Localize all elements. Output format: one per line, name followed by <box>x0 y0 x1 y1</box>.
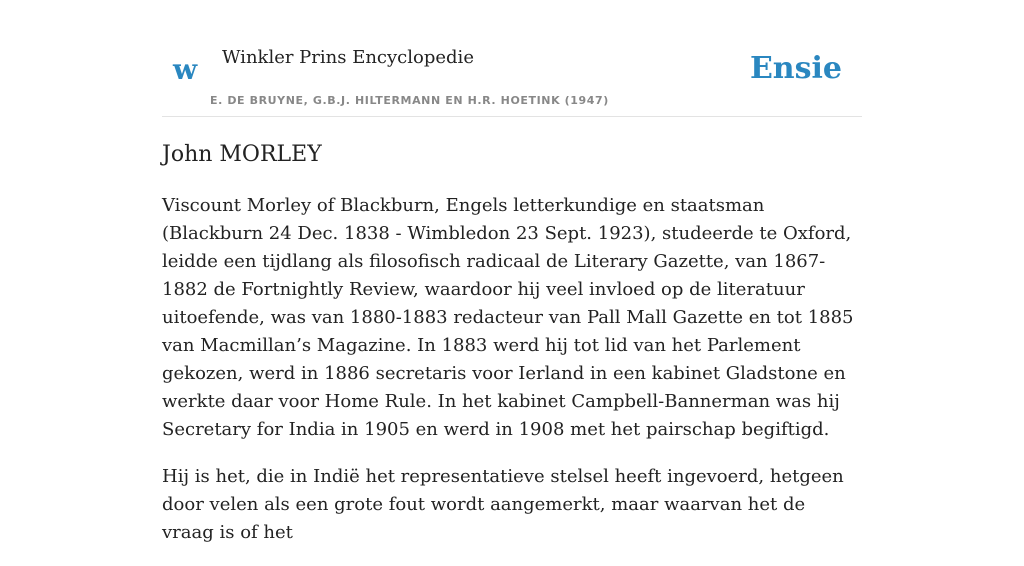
source-header <box>162 0 862 117</box>
article-title: John MORLEY <box>162 142 322 167</box>
article-body <box>162 192 862 547</box>
source-authors: E. DE BRUYNE, G.B.J. HILTERMANN EN H.R. HOETINK (1947) <box>210 94 609 107</box>
article-paragraph: Viscount Morley of Blackburn, Engels letterkundige en staatsman (Blackburn 24 Dec. 1838 - Wimbledon 23 Sept. 1923), studeerde te Oxford, leidde een tijdlang als filosofisch radicaal de Literary Gazette, van 1867-1882 de Fortnightly Review, waardoor hij veel invloed op de literatuur uitoefende, was van 1880-1883 redacteur van Pall Mall Gazette en tot 1885 van Macmillan’s Magazine. In 1883 werd hij tot lid van het Parlement gekozen, werd in 1886 secretaris voor Ierland in een kabinet Gladstone en werkte daar voor Home Rule. In het kabinet Campbell-Bannerman was hij Secretary for India in 1905 en werd in 1908 met het pairschap begiftigd. <box>162 195 854 440</box>
brand-logo-link[interactable]: Ensie <box>749 51 842 86</box>
article <box>162 139 862 566</box>
source-title[interactable]: Winkler Prins Encyclopedie <box>222 47 474 68</box>
article-paragraph: Hij is het, die in Indië het representatieve stelsel heeft ingevoerd, hetgeen door velen als een grote fout wordt aangemerkt, maar waarvan het de vraag is of het <box>162 466 844 543</box>
source-logo: w <box>173 53 198 86</box>
